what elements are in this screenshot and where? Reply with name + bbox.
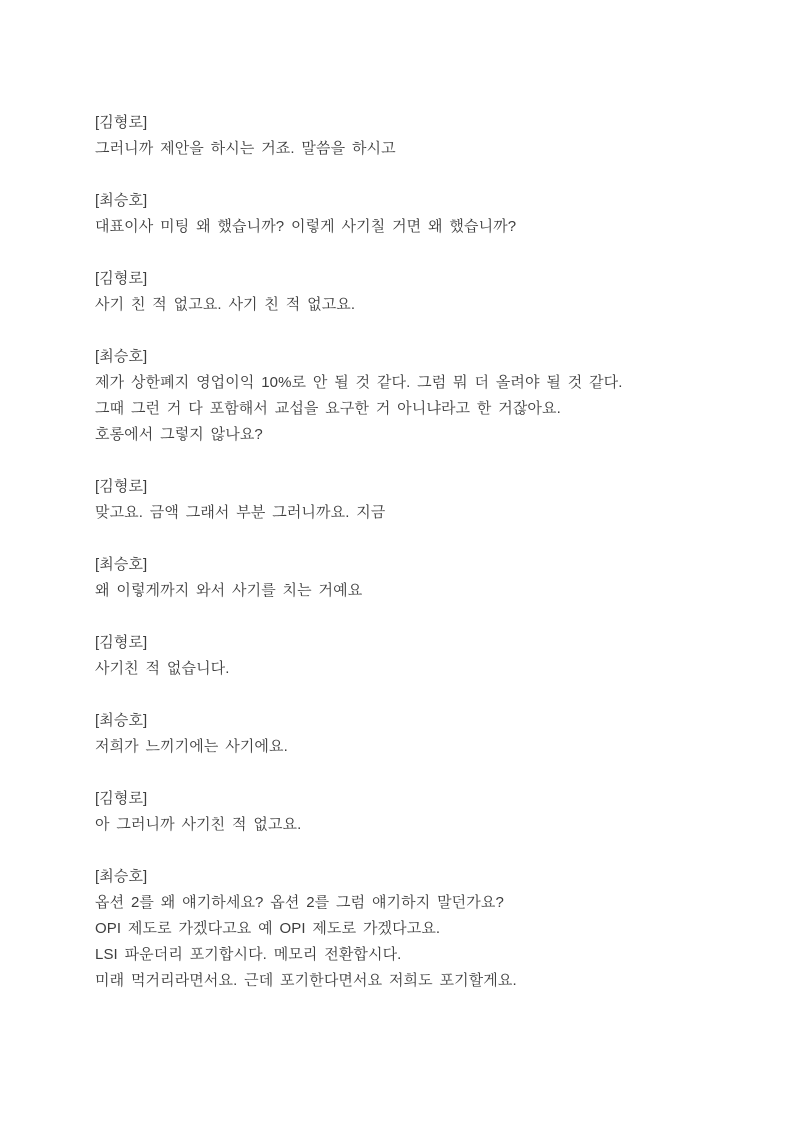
dialogue-block <box>95 708 710 760</box>
dialogue-line: 맞고요. 금액 그래서 부분 그러니까요. 지금 <box>95 504 386 521</box>
dialogue-line: 그때 그런 거 다 포함해서 교섭을 요구한 거 아니냐라고 한 거잖아요. <box>95 400 561 417</box>
speaker-label: [김형로] <box>95 790 148 807</box>
dialogue-line: 저희가 느끼기에는 사기에요. <box>95 738 288 755</box>
dialogue-line: OPI 제도로 가겠다고요 예 OPI 제도로 가겠다고요. <box>95 920 441 937</box>
dialogue-line: 아 그러니까 사기친 적 없고요. <box>95 816 302 833</box>
speaker-label: [최승호] <box>95 712 148 729</box>
dialogue-block <box>95 188 710 240</box>
dialogue-line: 그러니까 제안을 하시는 거죠. 말씀을 하시고 <box>95 140 396 157</box>
dialogue-line: 제가 상한폐지 영업이익 10%로 안 될 것 같다. 그럼 뭐 더 올려야 될 것 같다. <box>95 374 623 391</box>
dialogue-line: 사기친 적 없습니다. <box>95 660 230 677</box>
dialogue-line: 미래 먹거리라면서요. 근데 포기한다면서요 저희도 포기할게요. <box>95 972 517 989</box>
dialogue-line: 왜 이렇게까지 와서 사기를 치는 거예요 <box>95 582 363 599</box>
dialogue-block <box>95 552 710 604</box>
dialogue-block <box>95 786 710 838</box>
speaker-label: [김형로] <box>95 270 148 287</box>
speaker-label: [김형로] <box>95 478 148 495</box>
dialogue-block <box>95 630 710 682</box>
dialogue-block <box>95 110 710 162</box>
speaker-label: [김형로] <box>95 634 148 651</box>
dialogue-block <box>95 266 710 318</box>
dialogue-line: 대표이사 미팅 왜 했습니까? 이렇게 사기칠 거면 왜 했습니까? <box>95 218 517 235</box>
dialogue-line: 옵션 2를 왜 얘기하세요? 옵션 2를 그럼 얘기하지 말던가요? <box>95 894 504 911</box>
dialogue-block <box>95 344 710 448</box>
dialogue-block <box>95 864 710 994</box>
dialogue-line: LSI 파운더리 포기합시다. 메모리 전환합시다. <box>95 946 402 963</box>
speaker-label: [김형로] <box>95 114 148 131</box>
dialogue-line: 사기 친 적 없고요. 사기 친 적 없고요. <box>95 296 356 313</box>
speaker-label: [최승호] <box>95 192 148 209</box>
speaker-label: [최승호] <box>95 868 148 885</box>
speaker-label: [최승호] <box>95 556 148 573</box>
dialogue-line: 호롱에서 그렇지 않나요? <box>95 426 263 443</box>
speaker-label: [최승호] <box>95 348 148 365</box>
dialogue-block <box>95 474 710 526</box>
